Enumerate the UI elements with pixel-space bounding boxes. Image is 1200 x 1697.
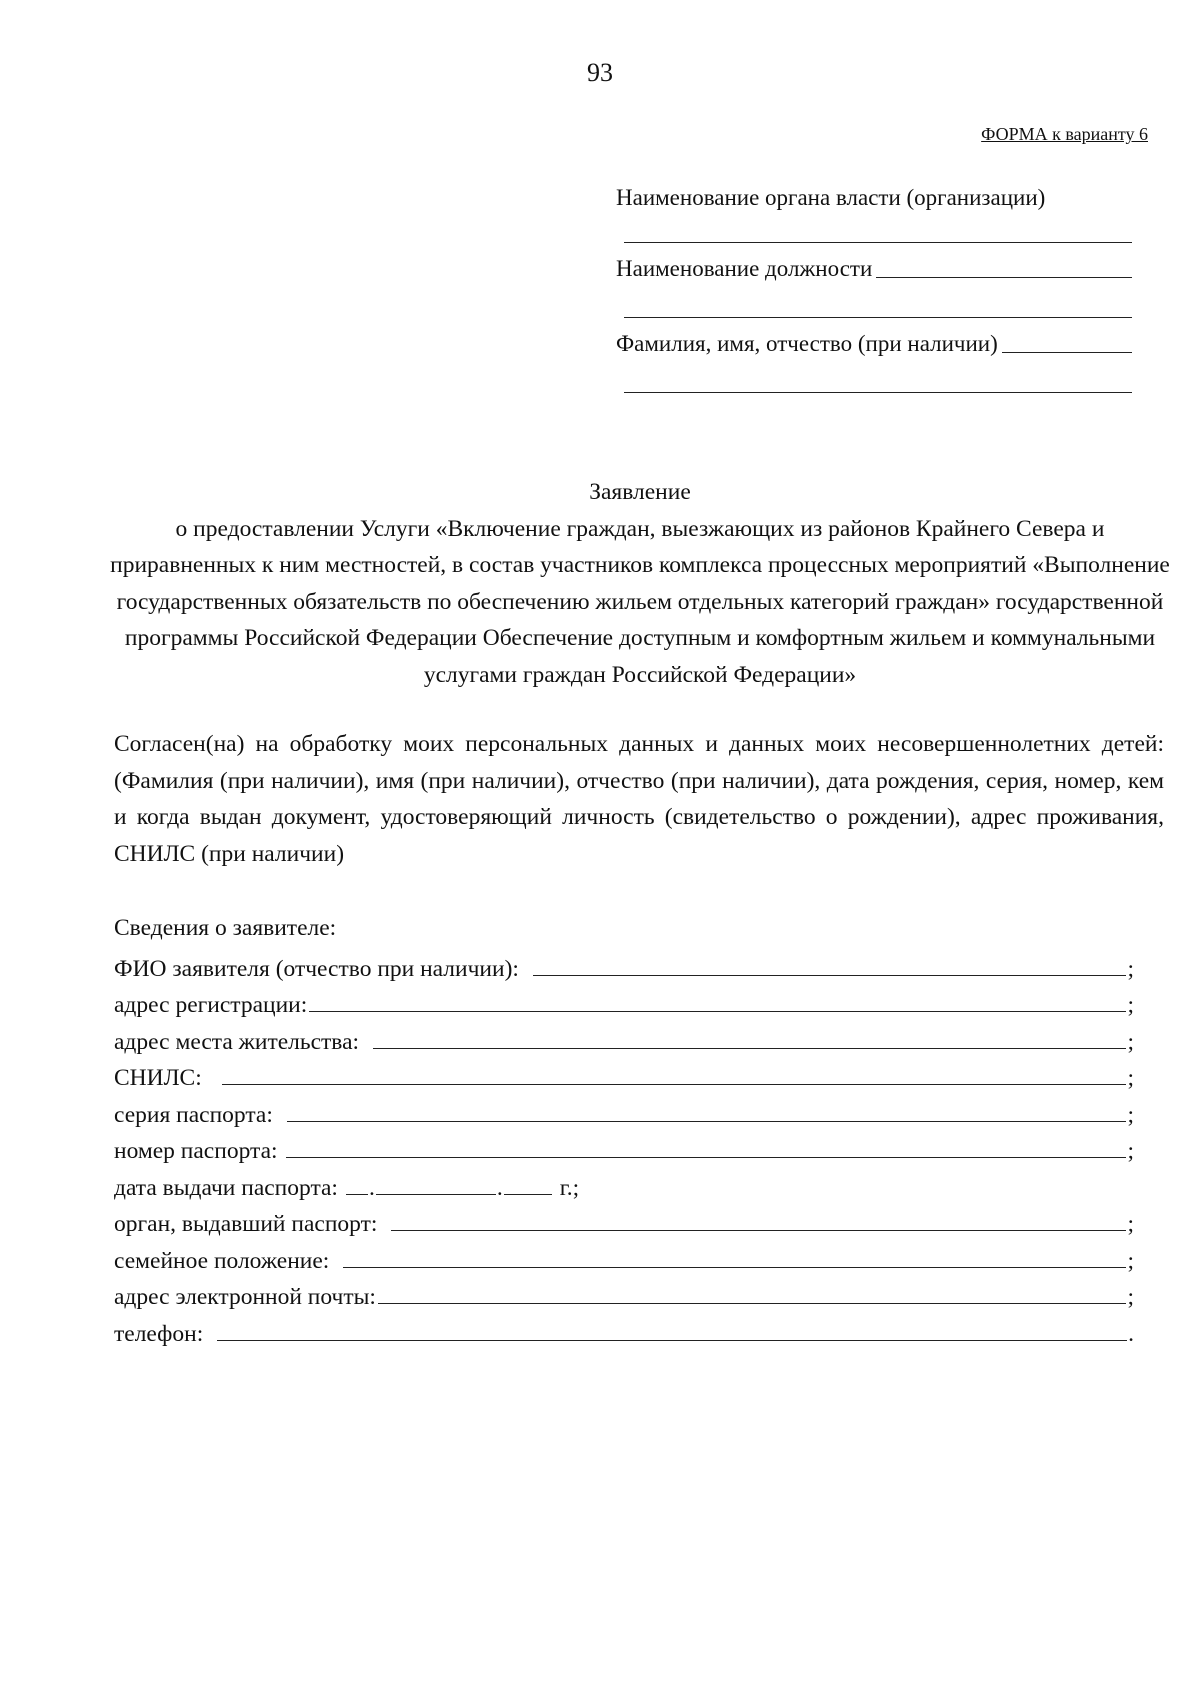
passport-issuer-field <box>114 1202 1134 1239</box>
statement-body: о предоставлении Услуги «Включение граждан, выезжающих из районов Крайнего Севера и приравненных к ним местностей, в состав участников комплекса процессных мероприятий «Выполнение государственных обязательств по обеспечению жильем отдельных категорий граждан» государственной программы Российской Федерации Обеспечение доступным и комфортным жильем и коммунальными услугами граждан Российской Федерации» <box>110 515 1170 688</box>
phone-input-line[interactable] <box>217 1339 1127 1341</box>
email-field <box>114 1275 1134 1312</box>
residence-address-label: адрес места жительства: <box>114 1028 360 1055</box>
name-row <box>616 330 1132 357</box>
passport-series-input-line[interactable] <box>287 1120 1127 1122</box>
passport-number-label: номер паспорта: <box>114 1138 278 1164</box>
authority-row <box>616 184 1132 211</box>
line-end: ; <box>1127 1284 1134 1310</box>
position-row <box>616 255 1132 282</box>
authority-input-line[interactable] <box>624 241 1132 243</box>
marital-status-label: семейное положение: <box>114 1247 330 1274</box>
marital-status-input-line[interactable] <box>343 1266 1126 1268</box>
name-input-line-2[interactable] <box>624 391 1132 393</box>
statement-block <box>110 474 1170 693</box>
full-name-field <box>114 946 1134 983</box>
recipient-block <box>616 184 1132 393</box>
form-reference: ФОРМА к варианту 6 <box>981 124 1148 144</box>
email-label: адрес электронной почты: <box>114 1284 376 1310</box>
name-input-line[interactable] <box>1002 351 1132 353</box>
marital-status-field <box>114 1238 1134 1275</box>
issue-month-input-line[interactable] <box>376 1193 496 1195</box>
passport-issuer-label: орган, выдавший паспорт: <box>114 1211 378 1237</box>
snils-label: СНИЛС: <box>114 1065 202 1091</box>
line-end: . <box>1128 1320 1134 1347</box>
position-input-line-2[interactable] <box>624 316 1132 318</box>
full-name-input-line[interactable] <box>533 974 1127 976</box>
issue-day-input-line[interactable] <box>346 1193 368 1195</box>
passport-issue-date-field: дата выдачи паспорта: . . г.; <box>114 1174 580 1201</box>
line-end: ; <box>1127 1247 1134 1274</box>
registration-address-input-line[interactable] <box>309 1010 1126 1012</box>
snils-input-line[interactable] <box>222 1083 1127 1085</box>
authority-label: Наименование органа власти (организации) <box>616 185 1046 210</box>
position-input-line[interactable] <box>876 276 1132 278</box>
passport-number-input-line[interactable] <box>286 1156 1127 1158</box>
statement-title: Заявление <box>589 479 691 505</box>
phone-field <box>114 1311 1134 1348</box>
snils-field <box>114 1056 1134 1093</box>
applicant-info-block <box>114 910 1134 1348</box>
full-name-label: ФИО заявителя (отчество при наличии): <box>114 955 519 982</box>
applicant-heading: Сведения о заявителе: <box>114 915 337 941</box>
registration-address-label: адрес регистрации: <box>114 992 308 1018</box>
position-label: Наименование должности <box>616 256 873 281</box>
line-end: ; <box>1127 1028 1134 1055</box>
line-end: ; <box>1127 1211 1134 1237</box>
email-input-line[interactable] <box>378 1302 1127 1304</box>
line-end: ; <box>1127 1138 1134 1164</box>
consent-text: Согласен(на) на обработку моих персональных данных и данных моих несовершеннолетних детей: (Фамилия (при наличии), имя (при наличии), отчество (при наличии), дата рождения, серия, номер, кем и когда выдан документ, удостоверяющий личность (свидетельство о рождении), адрес проживания, СНИЛС (при наличии) <box>114 731 1164 867</box>
passport-issue-date-label: дата выдачи паспорта: <box>114 1174 338 1201</box>
line-end: ; <box>1127 1101 1134 1128</box>
line-end: ; <box>1127 992 1134 1018</box>
residence-address-field <box>114 1019 1134 1056</box>
page-number: 93 <box>587 58 613 87</box>
issue-date-suffix: г.; <box>559 1174 580 1201</box>
issue-year-input-line[interactable] <box>504 1193 552 1195</box>
line-end: ; <box>1127 1065 1134 1091</box>
passport-number-field <box>114 1129 1134 1166</box>
registration-address-field <box>114 983 1134 1020</box>
passport-series-label: серия паспорта: <box>114 1101 273 1128</box>
passport-issuer-input-line[interactable] <box>391 1229 1126 1231</box>
phone-label: телефон: <box>114 1320 204 1347</box>
residence-address-input-line[interactable] <box>373 1047 1126 1049</box>
name-label: Фамилия, имя, отчество (при наличии) <box>616 331 998 356</box>
line-end: ; <box>1127 955 1134 982</box>
passport-series-field <box>114 1092 1134 1129</box>
